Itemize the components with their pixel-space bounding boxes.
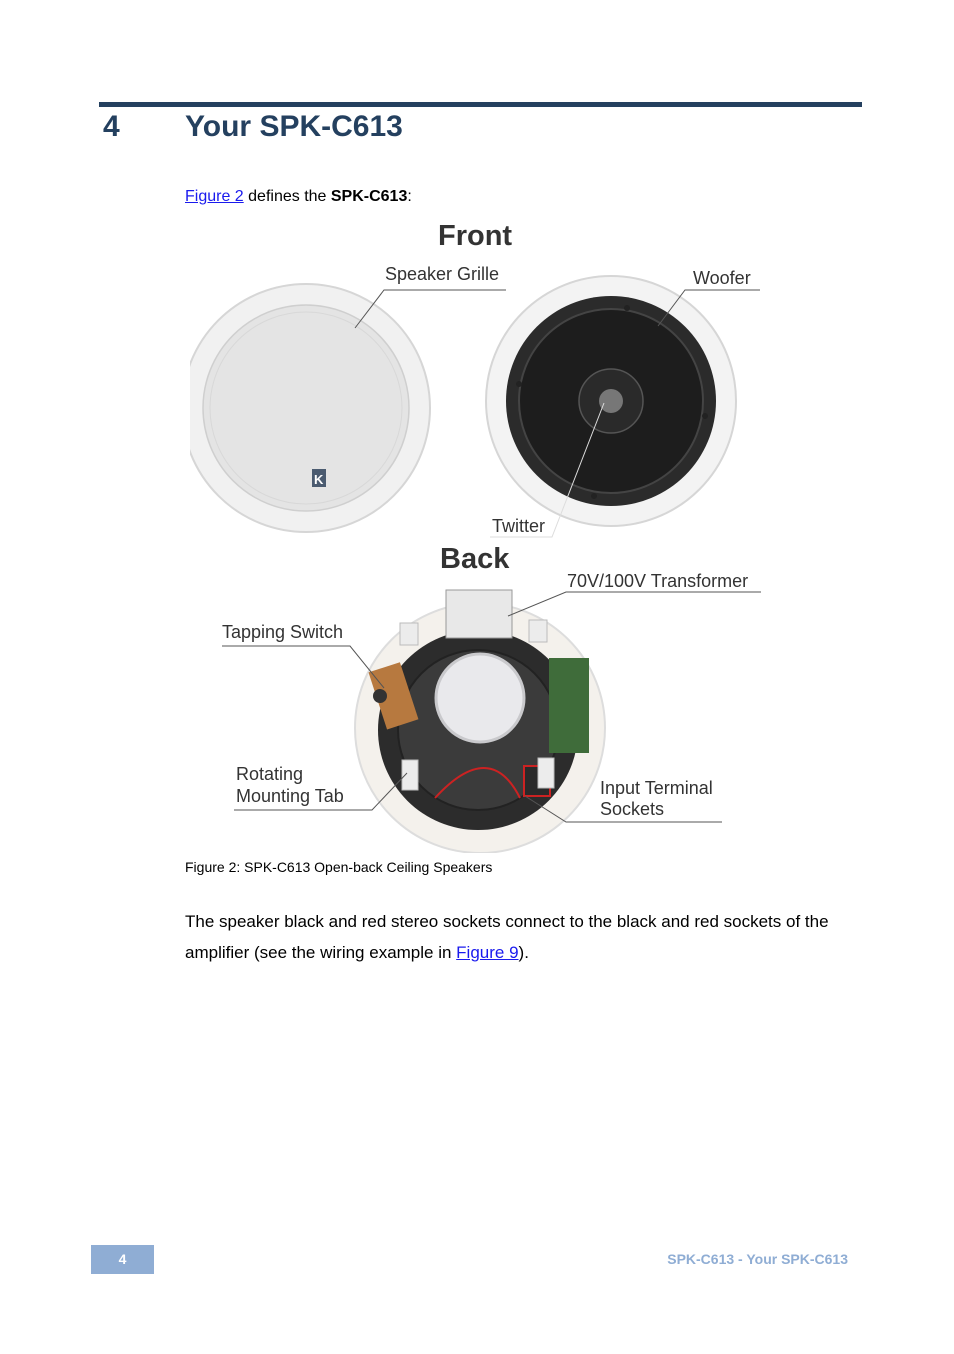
intro-end: : xyxy=(407,188,412,205)
body-paragraph xyxy=(185,906,865,968)
back-speaker-illustration xyxy=(355,590,605,853)
figure-9-link[interactable]: Figure 9 xyxy=(456,943,519,962)
heading-rule xyxy=(99,102,862,107)
footer-title: SPK-C613 - Your SPK-C613 xyxy=(667,1251,848,1267)
label-twitter: Twitter xyxy=(492,516,546,536)
front-heading: Front xyxy=(438,220,513,252)
body-text-1: The speaker black and red stereo sockets connect to the black and red sockets of the amplifier (see the wiring example in xyxy=(185,912,829,962)
figure-2-link[interactable]: Figure 2 xyxy=(185,188,244,205)
woofer-illustration xyxy=(486,276,736,526)
body-text-2: ). xyxy=(518,943,529,962)
section-number: 4 xyxy=(103,110,120,143)
label-rotating-1: Rotating xyxy=(236,764,304,784)
speaker-grille-illustration xyxy=(190,284,430,532)
pointer-transformer xyxy=(508,592,761,616)
intro-paragraph xyxy=(185,188,412,206)
footer-page-number: 4 xyxy=(91,1245,154,1274)
label-woofer: Woofer xyxy=(693,268,751,288)
logo-text: K xyxy=(314,472,324,487)
intro-middle: defines the xyxy=(243,188,331,205)
circuit-board xyxy=(549,658,589,753)
intro-product: SPK-C613 xyxy=(330,188,408,205)
speaker-figure xyxy=(190,218,780,853)
figure-caption: Figure 2: SPK-C613 Open-back Ceiling Speakers xyxy=(185,859,493,875)
transformer-block xyxy=(446,590,512,638)
label-input-2: Sockets xyxy=(600,799,665,819)
label-rotating-2: Mounting Tab xyxy=(236,786,344,806)
label-input-1: Input Terminal xyxy=(600,778,713,798)
label-tapping-switch: Tapping Switch xyxy=(222,622,344,642)
pointer-tapping-switch xyxy=(222,646,384,688)
label-speaker-grille: Speaker Grille xyxy=(385,264,500,284)
back-heading: Back xyxy=(440,543,510,575)
section-title: Your SPK-C613 xyxy=(185,110,403,143)
label-transformer: 70V/100V Transformer xyxy=(567,571,749,591)
